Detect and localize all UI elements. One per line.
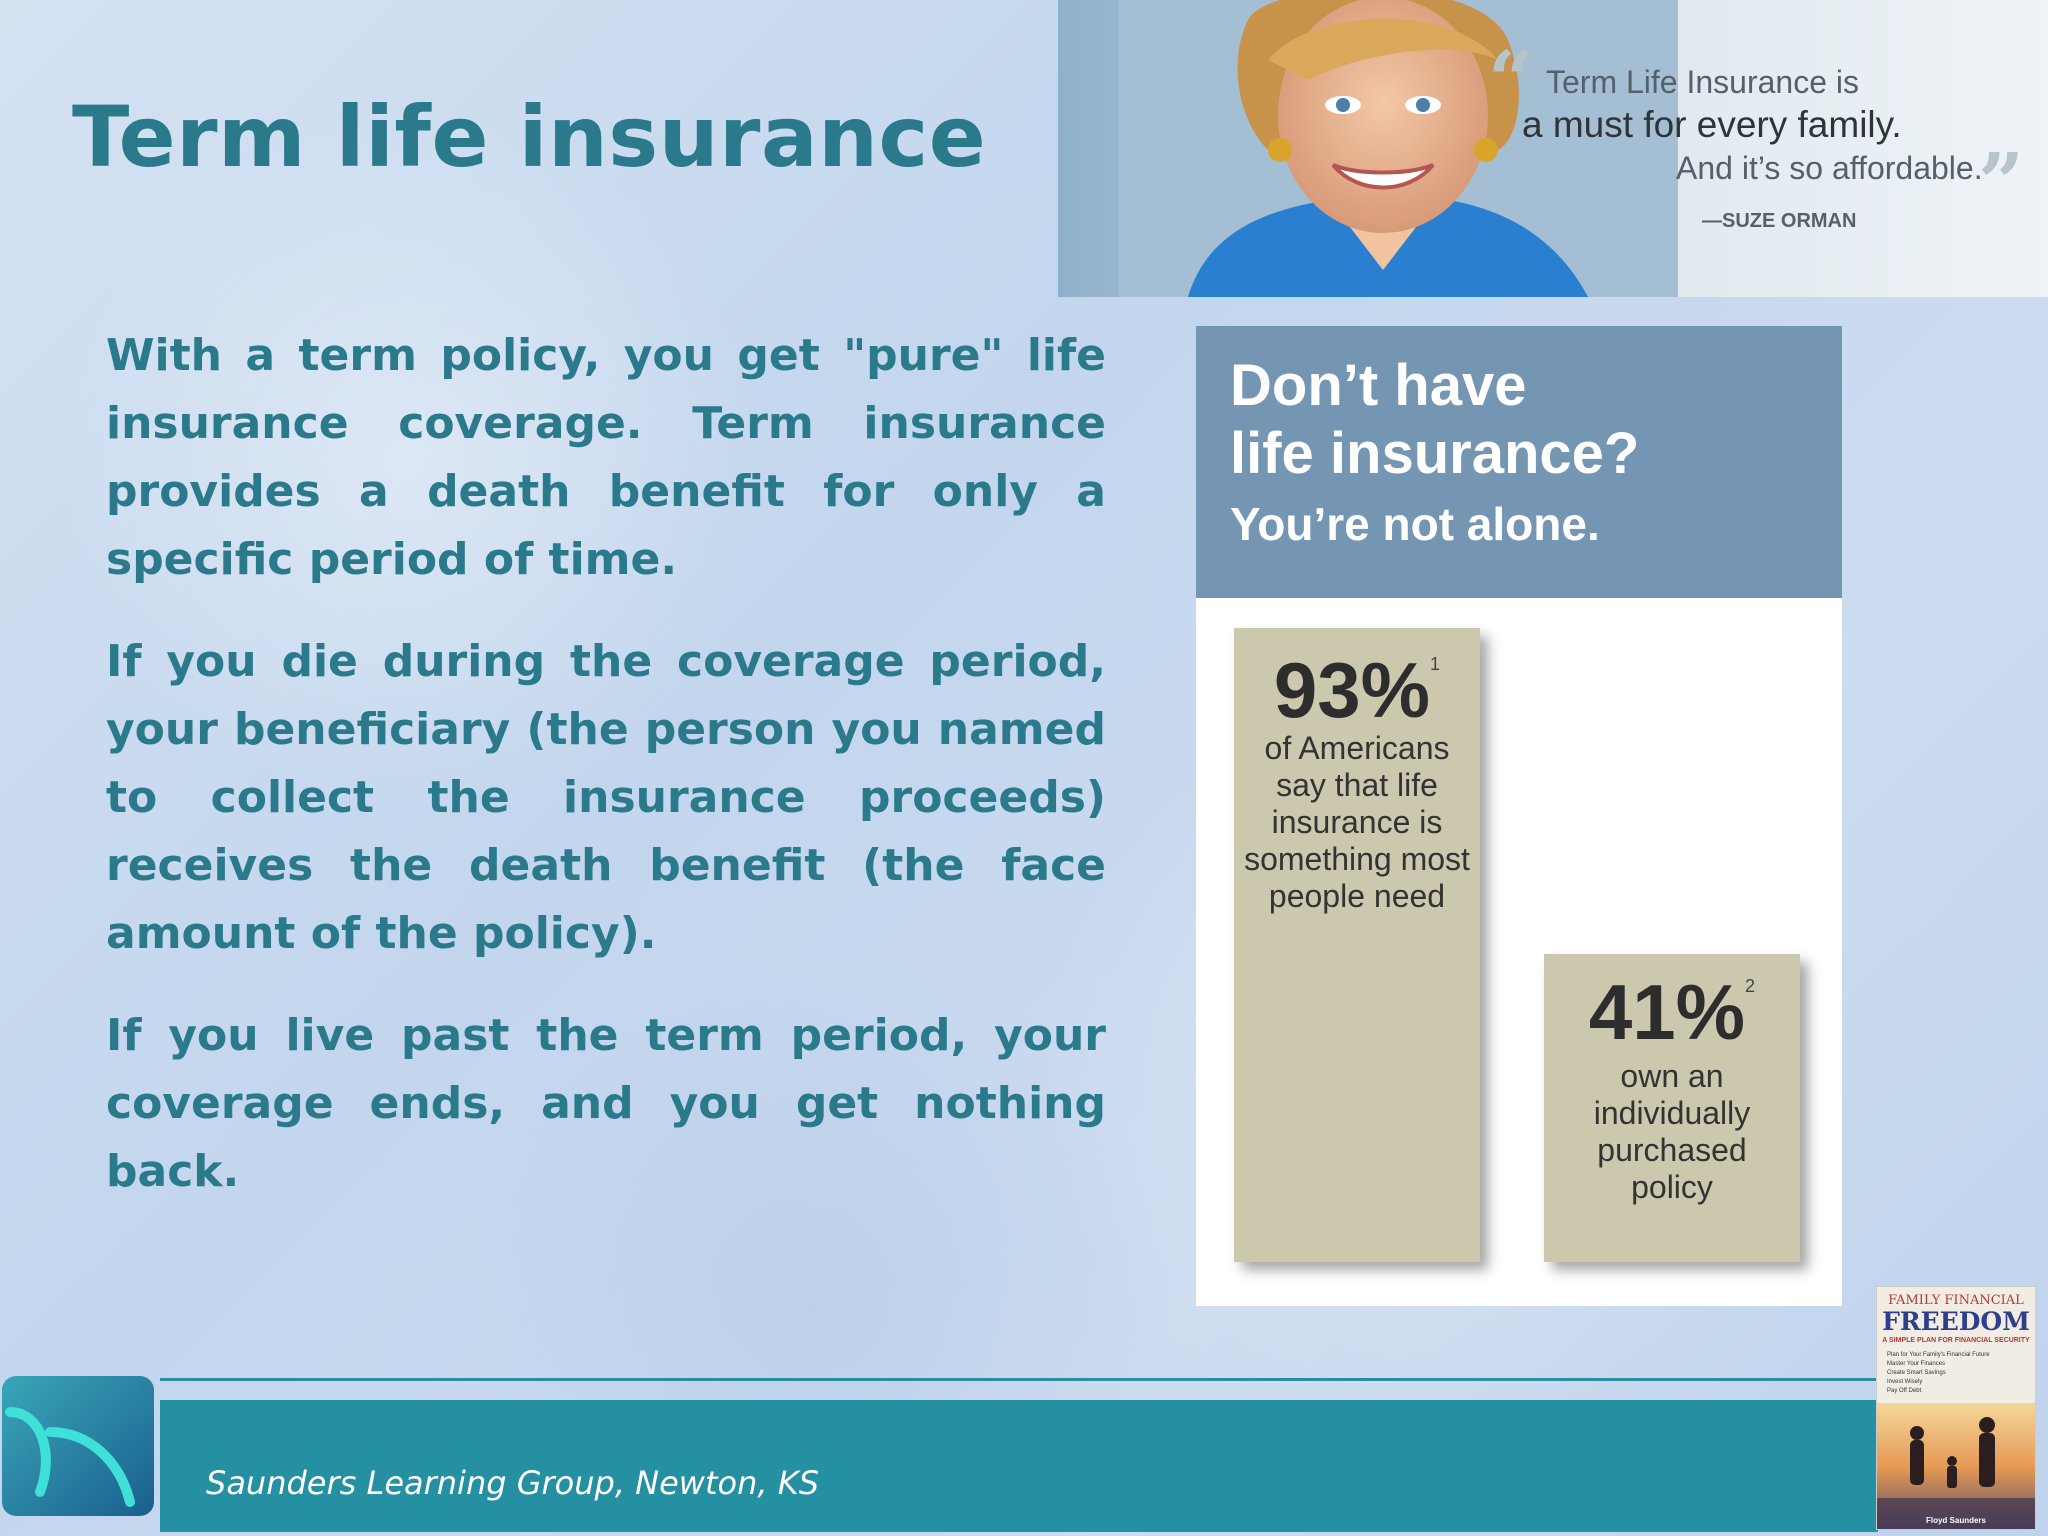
- slide-title: Term life insurance: [72, 88, 987, 186]
- life-insurance-infographic: [1196, 326, 1842, 1306]
- infographic-heading-line-1: Don’t have: [1230, 353, 1527, 418]
- stat-value: 41%: [1588, 968, 1746, 1056]
- infographic-header: [1196, 326, 1842, 598]
- portrait-image: [1118, 0, 1678, 297]
- stat-description: of Americans say that life insurance is something most people need: [1244, 730, 1470, 914]
- footnote-marker: 2: [1745, 976, 1756, 996]
- body-text: [106, 322, 1106, 1240]
- infographic-subheading: You’re not alone.: [1230, 498, 1600, 550]
- book-bullets: Plan for Your Family's Financial Future Master Your Finances Create Smart Savings Invest Wisely Pay Off Debt: [1887, 1352, 1990, 1394]
- stat-bar-41: [1544, 954, 1800, 1262]
- open-quote-icon: “: [1488, 33, 1535, 127]
- footer-text: Saunders Learning Group, Newton, KS: [206, 1464, 820, 1502]
- close-quote-icon: ”: [1978, 135, 2025, 229]
- book-subtitle: A SIMPLE PLAN FOR FINANCIAL SECURITY: [1882, 1337, 2030, 1344]
- quote-line-1: Term Life Insurance is: [1546, 64, 1860, 100]
- book-cover: [1876, 1286, 2036, 1530]
- paragraph-2: If you die during the coverage period, your beneficiary (the person you named to collect the insurance proceeds) receives the death benefit (the face amount of the policy).: [106, 636, 1106, 959]
- book-title-line-1: FAMILY FINANCIAL: [1888, 1293, 2024, 1308]
- infographic-heading-line-2: life insurance?: [1230, 421, 1640, 486]
- stat-description: own an individually purchased policy: [1593, 1058, 1751, 1205]
- paragraph-3: If you live past the term period, your coverage ends, and you get nothing back.: [106, 1010, 1106, 1197]
- stat-bar-93: [1234, 628, 1480, 1262]
- book-title: FREEDOM: [1882, 1307, 2030, 1336]
- stat-value: 93%: [1273, 646, 1431, 734]
- company-logo-icon: [0, 1372, 156, 1520]
- quote-attribution: —SUZE ORMAN: [1702, 210, 1857, 232]
- quote-line-3: And it’s so affordable.: [1676, 150, 1983, 186]
- book-author: Floyd Saunders: [1925, 1516, 1986, 1525]
- quote-banner: [1058, 0, 2048, 297]
- family-silhouette-image: [1877, 1403, 2036, 1530]
- footnote-marker: 1: [1430, 654, 1441, 674]
- footer-divider: [160, 1378, 1878, 1381]
- quote-line-2: a must for every family.: [1522, 104, 1902, 145]
- paragraph-1: With a term policy, you get "pure" life insurance coverage. Term insurance provides a death benefit for only a specific period of time.: [106, 330, 1106, 585]
